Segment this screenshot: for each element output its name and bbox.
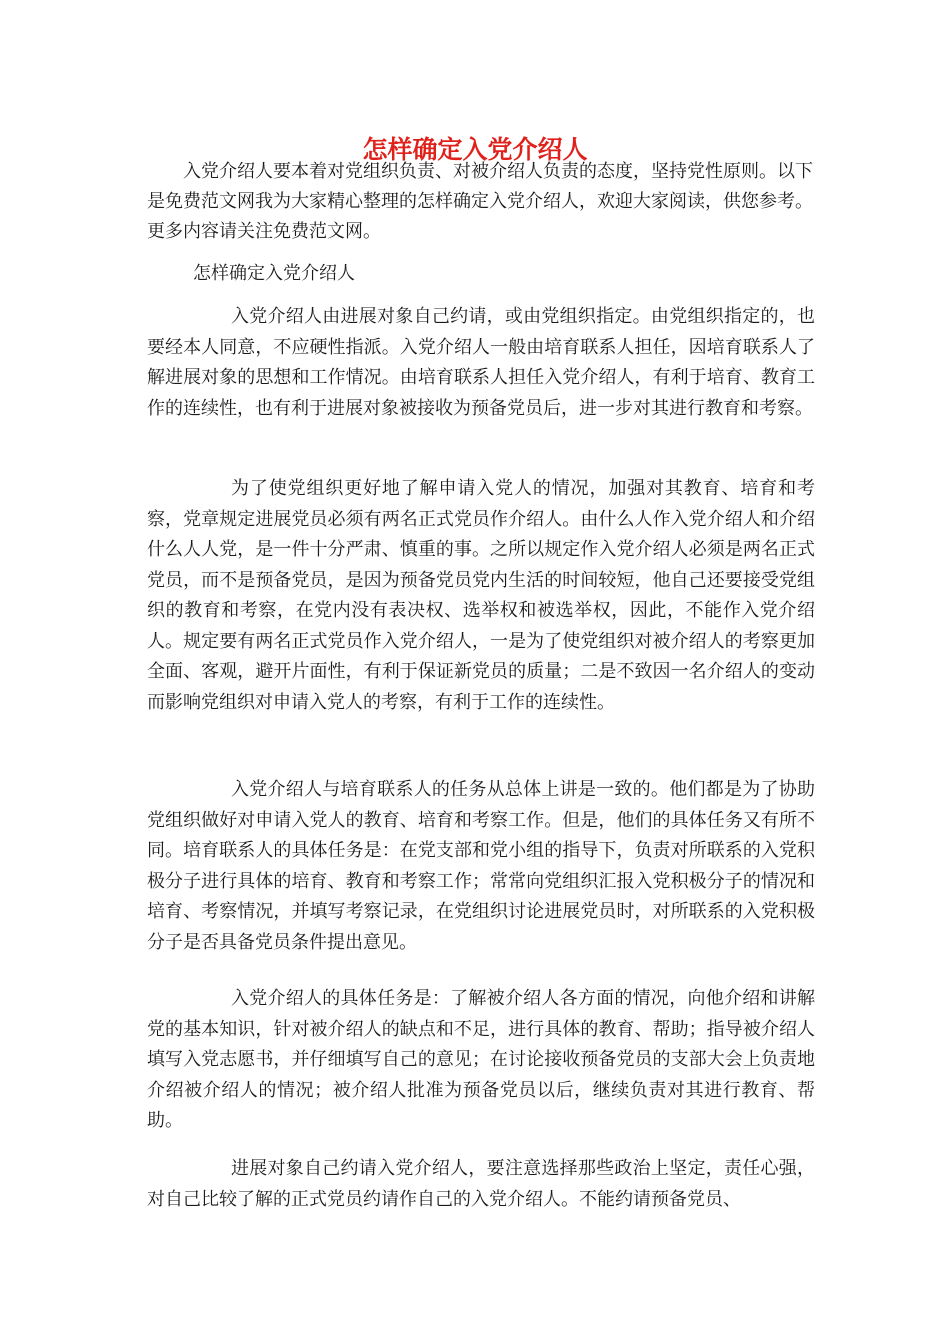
body-paragraph-5: 进展对象自己约请入党介绍人，要注意选择那些政治上坚定，责任心强，对自己比较了解的正式党员约请作自己的入党介绍人。不能约请预备党员、 <box>147 1158 815 1210</box>
section-subheading: 怎样确定入党介绍人 <box>193 263 355 284</box>
body-paragraph-2: 为了使党组织更好地了解申请入党人的情况，加强对其教育、培育和考察，党章规定进展党员必须有两名正式党员作介绍人。由什么人作入党介绍人和介绍什么人人党，是一件十分严肃、慎重的事。之所以规定作入党介绍人必须是两名正式党员，而不是预备党员，是因为预备党员党内生活的时间较短，他自己还要接受党组织的教育和考察，在党内没有表决权、选举权和被选举权，因此，不能作入党介绍人。规定要有两名正式党员作入党介绍人，一是为了使党组织对被介绍人的考察更加全面、客观，避开片面性，有利于保证新党员的质量；二是不致因一名介绍人的变动而影响党组织对申请入党人的考察，有利于工作的连续性。 <box>147 478 815 713</box>
document-title: 怎样确定入党介绍人 <box>362 134 588 164</box>
intro-paragraph: 入党介绍人要本着对党组织负责、对被介绍人负责的态度，坚持党性原则。以下是免费范文网我为大家精心整理的怎样确定入党介绍人，欢迎大家阅读，供您参考。更多内容请关注免费范文网。 <box>147 161 813 242</box>
body-paragraph-1: 入党介绍人由进展对象自己约请，或由党组织指定。由党组织指定的，也要经本人同意，不应硬性指派。入党介绍人一般由培育联系人担任，因培育联系人了解进展对象的思想和工作情况。由培育联系人担任入党介绍人，有利于培育、教育工作的连续性，也有利于进展对象被接收为预备党员后，进一步对其进行教育和考察。 <box>147 306 815 419</box>
body-paragraph-4: 入党介绍人的具体任务是：了解被介绍人各方面的情况，向他介绍和讲解党的基本知识，针对被介绍人的缺点和不足，进行具体的教育、帮助；指导被介绍人填写入党志愿书，并仔细填写自己的意见；在讨论接收预备党员的支部大会上负责地介绍被介绍人的情况；被介绍人批准为预备党员以后，继续负责对其进行教育、帮助。 <box>147 988 815 1131</box>
body-paragraph-3: 入党介绍人与培育联系人的任务从总体上讲是一致的。他们都是为了协助党组织做好对申请入党人的教育、培育和考察工作。但是，他们的具体任务又有所不同。培育联系人的具体任务是：在党支部和党小组的指导下，负责对所联系的入党积极分子进行具体的培育、教育和考察工作；常常向党组织汇报入党积极分子的情况和培育、考察情况，并填写考察记录，在党组织讨论进展党员时，对所联系的入党积极分子是否具备党员条件提出意见。 <box>147 779 815 953</box>
